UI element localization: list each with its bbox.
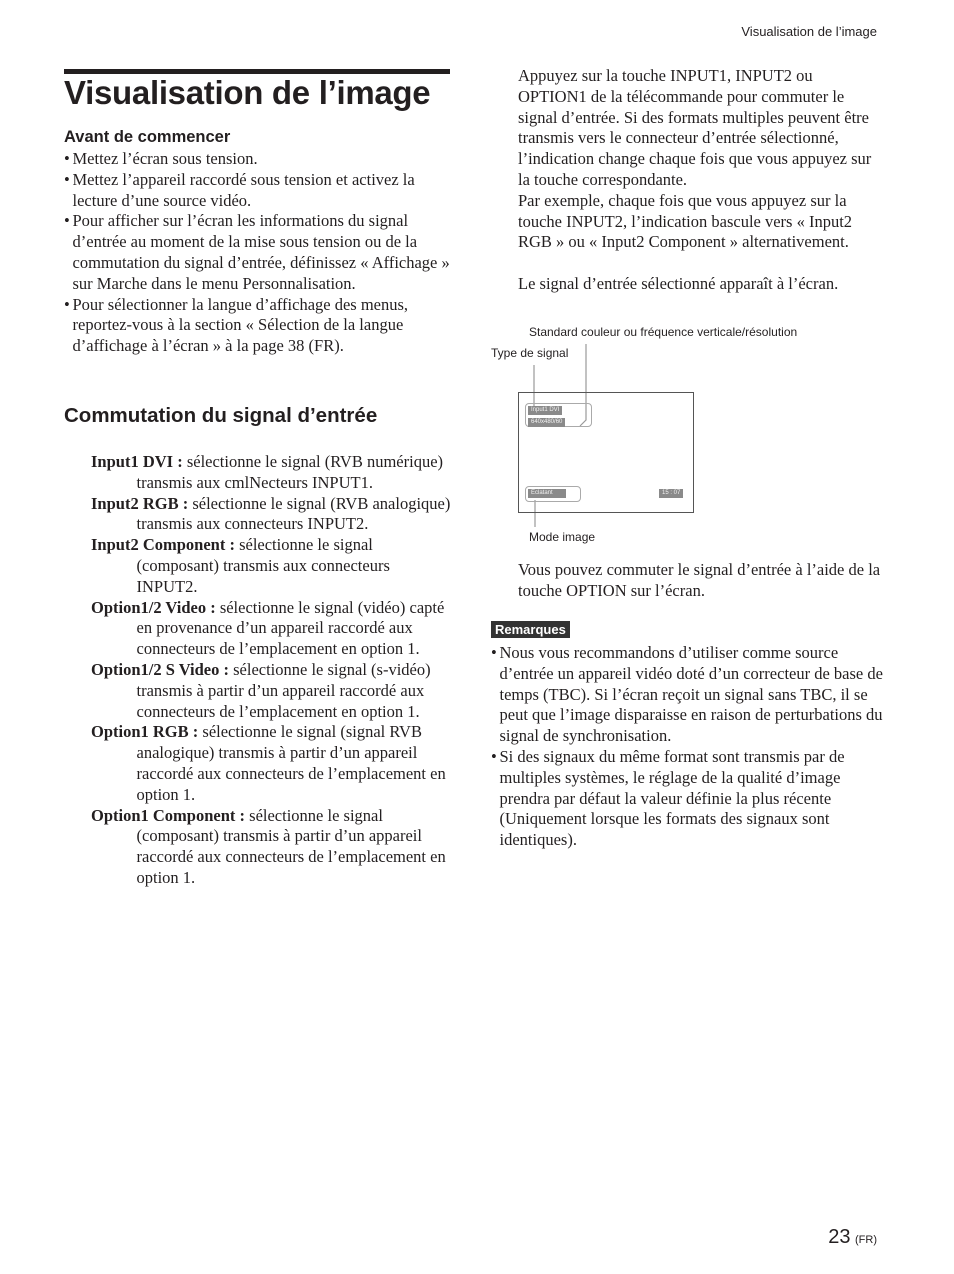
callout-standard: Standard couleur ou fréquence verticale/résolution xyxy=(529,325,798,339)
definition-desc: sélectionne le signal (signal RVB analogique) transmis à partir d’un appareil raccordé aux connecteurs de l’emplacement en option 1. xyxy=(136,722,446,804)
callout-signal-type: Type de signal xyxy=(491,346,569,360)
definition-desc: sélectionne le signal (composant) transmis aux connecteurs INPUT2. xyxy=(136,535,390,596)
before-item: • Pour sélectionner la langue d’affichage des menus, reportez-vous à la section « Sélection de la langue d’affichage à l’écran » à la page 38 (FR). xyxy=(64,295,456,357)
before-item: • Pour afficher sur l’écran les informations du signal d’entrée au moment de la mise sous tension ou de la commutation du signal d’entrée, définissez « Affichage » sur Marche dans le menu Personnalisation. xyxy=(64,211,456,294)
before-item: • Mettez l’écran sous tension. xyxy=(64,149,456,170)
note-item: • Nous vous recommandons d’utiliser comme source d’entrée un appareil vidéo doté d’un correcteur de base de temps (TBC). Si l’écran reçoit un signal sans TBC, il se peut que l’image disparaisse en raison de perturbations du signal de synchronisation. xyxy=(491,643,886,747)
definition-desc: sélectionne le signal (vidéo) capté en provenance d’un appareil raccordé aux connecteurs de l’emplacement en option 1. xyxy=(136,597,445,659)
page-number-value: 23 xyxy=(828,1226,851,1248)
definition-term: Input1 DVI : xyxy=(91,452,183,471)
definition-desc: sélectionne le signal (s-vidéo) transmis à partir d’un appareil raccordé aux connecteurs de l’emplacement en option 1. xyxy=(136,659,431,721)
definition-term: Input2 RGB : xyxy=(91,493,189,513)
definition-term: Option1/2 S Video : xyxy=(91,659,229,679)
definition-term: Option1 RGB : xyxy=(91,722,199,742)
definition-term: Option1 Component : xyxy=(91,805,246,825)
paragraph: Vous pouvez commuter le signal d’entrée à l’aide de la touche OPTION sur l’écran. xyxy=(518,560,881,600)
before-heading: Avant de commencer xyxy=(64,128,231,146)
note-item: • Si des signaux du même format sont transmis par de multiples systèmes, le réglage de la qualité d’image prendra par défaut la valeur définie la plus récente (Uniquement lorsque les formats des signaux sont identiques). xyxy=(491,747,886,851)
section-heading: Commutation du signal d’entrée xyxy=(64,404,378,427)
osd-resolution-label: 640x480/60 xyxy=(528,418,565,427)
definition-term: Input2 Component : xyxy=(91,535,235,555)
notes-label: Remarques xyxy=(491,621,570,638)
page-title: Visualisation de l’image xyxy=(64,74,431,111)
osd-time-label: 15 : 07 xyxy=(659,489,683,498)
before-item: • Mettez l’appareil raccordé sous tension et activez la lecture d’une source vidéo. xyxy=(64,170,456,212)
definition-desc: sélectionne le signal (composant) transmis à partir d’un appareil raccordé aux connecteurs de l’emplacement en option 1. xyxy=(136,805,446,887)
running-header: Visualisation de l’image xyxy=(741,24,877,39)
paragraph: Appuyez sur la touche INPUT1, INPUT2 ou OPTION1 de la télécommande pour commuter le signal d’entrée. Si des formats multiples peuvent être transmis vers le connecteur d’entrée sélectionné, l’indication change chaque fois que vous appuyez sur la touche correspondante. xyxy=(518,66,872,189)
page-number xyxy=(828,1226,877,1249)
notes-list xyxy=(491,643,886,851)
osd-input-label: Input1 DVI xyxy=(528,406,562,415)
definition-desc: sélectionne le signal (RVB analogique) transmis aux connecteurs INPUT2. xyxy=(136,493,451,534)
definition-desc: sélectionne le signal (RVB numérique) transmis aux cmlNecteurs INPUT1. xyxy=(136,452,444,492)
paragraph: Le signal d’entrée sélectionné apparaît à l’écran. xyxy=(518,273,839,293)
osd-mode-label: Eclatant xyxy=(528,489,566,498)
paragraph: Par exemple, chaque fois que vous appuyez sur la touche INPUT2, l’indication bascule vers « Input2 RGB » ou « Input2 Component » alternativement. xyxy=(518,190,853,252)
callout-picture-mode: Mode image xyxy=(529,530,596,544)
page-language: (FR) xyxy=(855,1234,877,1246)
definition-term: Option1/2 Video : xyxy=(91,597,216,617)
